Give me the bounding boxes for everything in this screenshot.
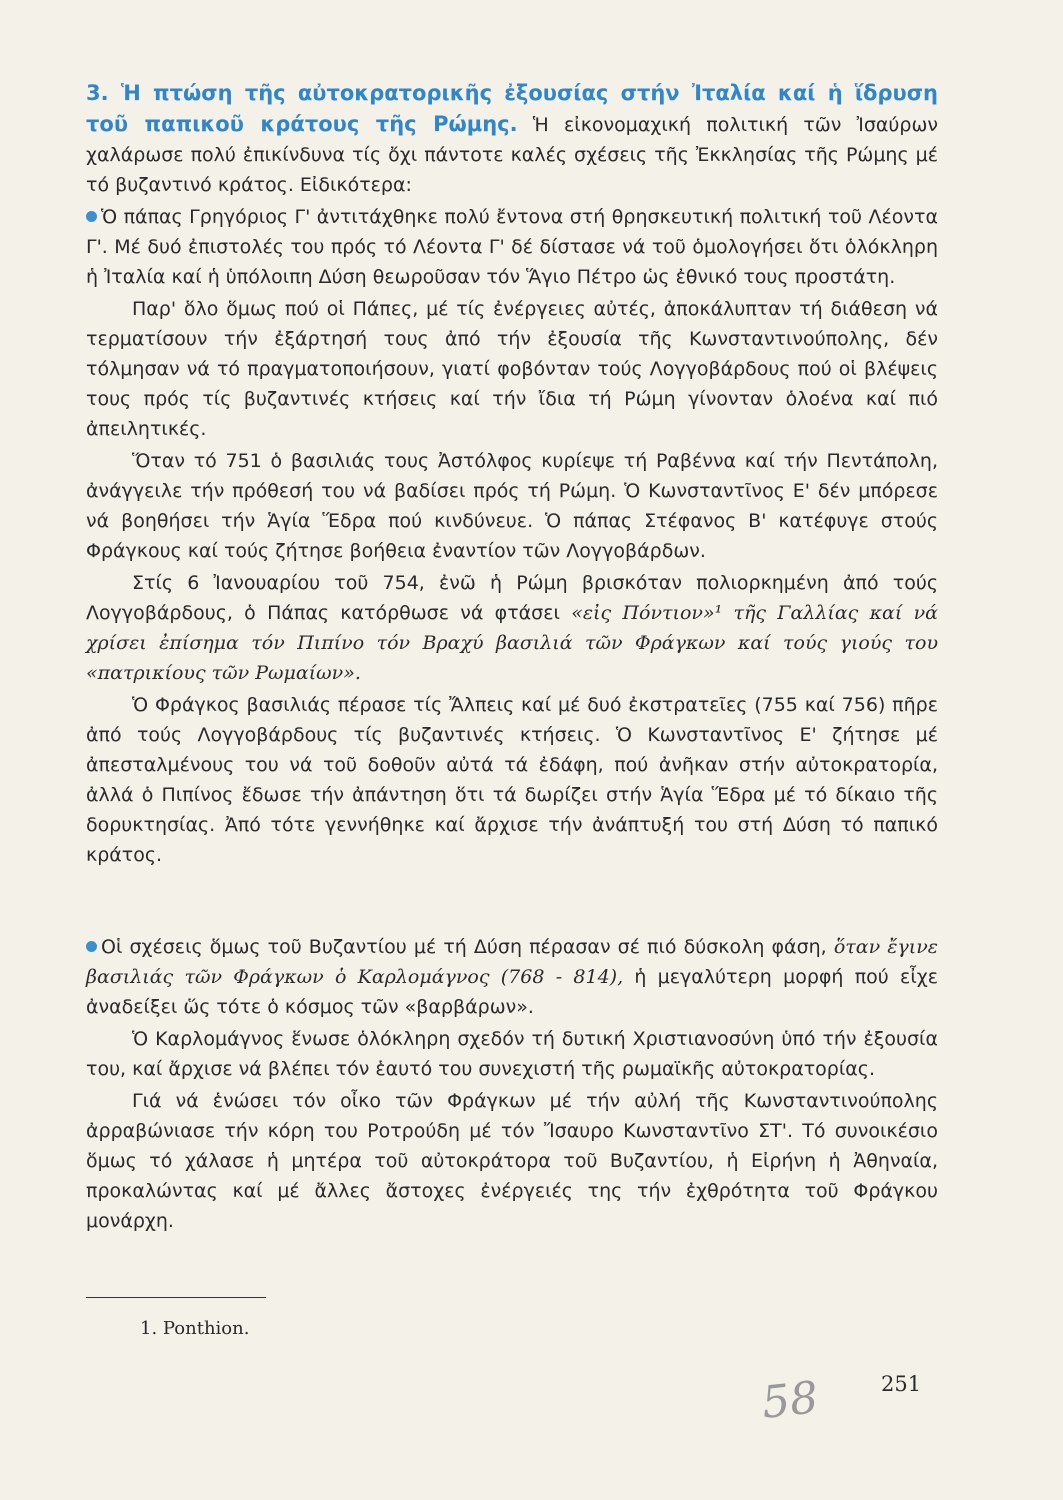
bullet-paragraph-2 (86, 932, 938, 1022)
bullet-dot-icon (86, 211, 97, 222)
paragraph-3: Ὅταν τό 751 ὁ βασιλιάς τους Ἀστόλφος κυρίεψε τή Ραβέννα καί τήν Πεντάπολη, ἀνάγγειλε τήν πρόθεσή του νά βαδίσει πρός τή Ρώμη. Ὁ Κωνσταντῖνος Ε' δέν μπόρεσε νά βοηθήσει τήν Ἁγία Ἕδρα πού κινδύνευε. Ὁ πάπας Στέφανος Β' κατέφυγε στούς Φράγκους καί τούς ζήτησε βοήθεια ἐναντίον τῶν Λογγοβάρδων. (86, 450, 938, 562)
paragraph-4-text: Στίς 6 Ἰανουαρίου τοῦ 754, ἐνῶ ἡ Ρώμη βρισκόταν πολιορκημένη ἀπό τούς Λογγοβάρδους, ὁ Πάπας κατόρθωσε νά φτάσει (86, 572, 938, 624)
bullet-paragraph-1 (86, 202, 938, 292)
paragraph-4-italic: «εἰς Πόντιον»¹ τῆς Γαλλίας καί νά χρίσει ἐπίσημα τόν Πιπίνο τόν Βραχύ βασιλιά τῶν Φράγκων καί τούς γιούς του «πατρικίους τῶν Ρωμαίων». (86, 602, 938, 684)
paragraph-7: Γιά νά ἑνώσει τόν οἶκο τῶν Φράγκων μέ τήν αὐλή τῆς Κωνσταντινούπολης ἀρραβώνιασε τήν κόρη του Ροτρούδη μέ τόν Ἴσαυρο Κωνσταντῖνο ΣΤ'. Τό συνοικέσιο ὅμως τό χάλασε ἡ μητέρα τοῦ αὐτοκράτορα τοῦ Βυζαντίου, ἡ Εἰρήνη ἡ Ἀθηναία, προκαλώντας καί μέ ἄλλες ἄστοχες ἐνέργειές της τήν ἐχθρότητα τοῦ Φράγκου μονάρχη. (86, 1090, 938, 1232)
paragraph-5: Ὁ Φράγκος βασιλιάς πέρασε τίς Ἄλπεις καί μέ δυό ἐκστρατεῖες (755 καί 756) πῆρε ἀπό τούς Λογγοβάρδους τίς βυζαντινές κτήσεις. Ὁ Κωνσταντῖνος Ε' ζήτησε μέ ἀπεσταλμένους του νά τοῦ δοθοῦν αὐτά τά ἐδάφη, πού ἀνῆκαν στήν αὐτοκρατορία, ἀλλά ὁ Πιπίνος ἔδωσε τήν ἀπάντηση ὅτι τά δωρίζει στήν Ἁγία Ἕδρα μέ τό δίκαιο τῆς δορυκτησίας. Ἀπό τότε γεννήθηκε καί ἄρχισε τήν ἀνάπτυξή του στή Δύση τό παπικό κράτος. (86, 694, 938, 866)
bullet-text-2a: Οἱ σχέσεις ὅμως τοῦ Βυζαντίου μέ τή Δύση πέρασαν σέ πιό δύσκολη φάση, (101, 936, 827, 958)
section-heading: 3. Ἡ πτώση τῆς αὐτοκρατορικῆς ἐξουσίας στήν Ἰταλία καί ἡ ἵδρυση τοῦ παπικοῦ κράτους τῆς Ρώμης. (86, 81, 938, 136)
section-heading-paragraph (86, 78, 938, 200)
section-fall-of-imperial-authority (86, 78, 938, 870)
footnote: 1. Ponthion. (140, 1318, 250, 1339)
footnote-rule (86, 1297, 266, 1298)
section-charlemagne (86, 932, 938, 1236)
paragraph-2: Παρ' ὅλο ὅμως πού οἱ Πάπες, μέ τίς ἐνέργειες αὐτές, ἀποκάλυπταν τή διάθεση νά τερματίσουν τήν ἐξάρτησή τους ἀπό τήν ἐξουσία τῆς Κωνσταντινούπολης, δέν τόλμησαν νά τό πραγματοποιήσουν, γιατί φοβόνταν τούς Λογγοβάρδους πού οἱ βλέψεις τους πρός τίς βυζαντινές κτήσεις καί τήν ἴδια τή Ρώμη γίνονταν ὁλοένα καί πιό ἀπειλητικές. (86, 298, 938, 440)
intro-text: Ἡ εἰκονομαχική πολιτική τῶν Ἰσαύρων χαλάρωσε πολύ ἐπικίνδυνα τίς ὄχι πάντοτε καλές σχέσεις τῆς Ἐκκλησίας τῆς Ρώμης μέ τό βυζαντινό κράτος. Εἰδικότερα: (86, 114, 938, 196)
page-number: 251 (881, 1372, 922, 1396)
bullet-text-1: Ὁ πάπας Γρηγόριος Γ' ἀντιτάχθηκε πολύ ἔντονα στή θρησκευτική πολιτική τοῦ Λέοντα Γ'. Μέ δυό ἐπιστολές του πρός τό Λέοντα Γ' δέ δίστασε νά τοῦ ὁμολογήσει ὅτι ὁλόκληρη ἡ Ἰταλία καί ἡ ὑπόλοιπη Δύση θεωροῦσαν τόν Ἅγιο Πέτρο ὡς ἐθνικό τους προστάτη. (86, 206, 938, 288)
paragraph-6: Ὁ Καρλομάγνος ἕνωσε ὁλόκληρη σχεδόν τή δυτική Χριστιανοσύνη ὑπό τήν ἐξουσία του, καί ἄρχισε νά βλέπει τόν ἑαυτό του συνεχιστή τῆς ρωμαϊκῆς αὐτοκρατορίας. (86, 1028, 938, 1080)
paragraph-4 (86, 568, 938, 688)
handwritten-page-mark: 58 (759, 1372, 821, 1429)
bullet-text-2b: ἡ μεγαλύτερη μορφή πού εἶχε ἀναδείξει ὥς τότε ὁ κόσμος τῶν «βαρβάρων». (86, 966, 938, 1018)
bullet-dot-icon (86, 941, 97, 952)
bullet-text-2-italic: ὅταν ἔγινε βασιλιάς τῶν Φράγκων ὁ Καρλομάγνος (768 - 814), (86, 936, 938, 988)
